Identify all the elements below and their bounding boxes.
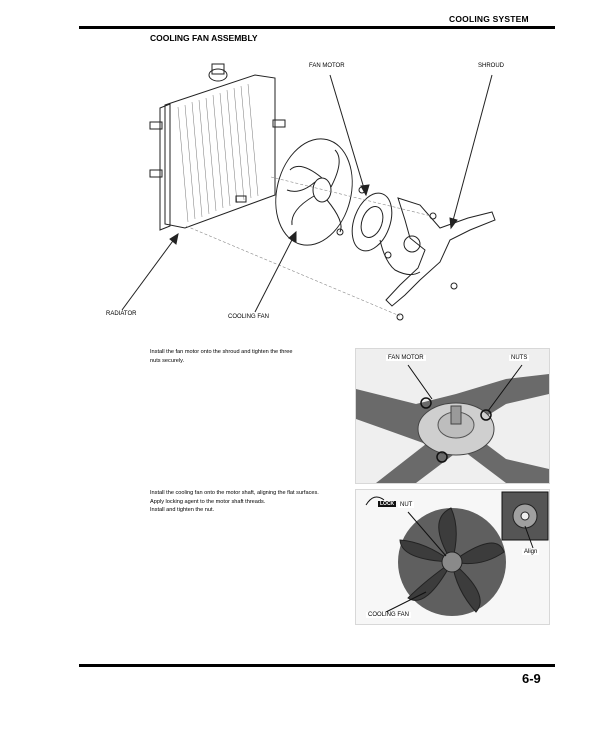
step-2-line-2: Apply locking agent to the motor shaft threads.: [150, 498, 266, 505]
step-2-nut-label: NUT: [400, 502, 413, 508]
step-2-cooling-fan-label: COOLING FAN: [368, 612, 410, 618]
step-2-instructions: [150, 489, 330, 515]
step-2-line-1: Install the cooling fan onto the motor shaft, aligning the flat surfaces.: [150, 490, 319, 496]
step-1-nuts-label: NUTS: [511, 355, 528, 361]
lock-badge: LOCK: [380, 501, 395, 507]
step-1-instruction: Install the fan motor onto the shroud and tighten the three nuts securely.: [150, 349, 293, 364]
shroud-illustration: [386, 198, 495, 320]
page-number: 6-9: [522, 671, 541, 686]
step-1-photo: [355, 348, 550, 484]
page-heading: COOLING FAN ASSEMBLY: [150, 33, 258, 43]
radiator-label: RADIATOR: [106, 311, 137, 317]
step-2-line-3: Install and tighten the nut.: [150, 507, 215, 514]
shroud-label: SHROUD: [478, 63, 505, 69]
section-title: COOLING SYSTEM: [449, 14, 529, 24]
radiator-illustration: [150, 64, 285, 230]
step-1-fan-motor-label: FAN MOTOR: [388, 355, 424, 361]
step-2-align-label: Align: [524, 549, 538, 555]
step-2-photo: [355, 489, 550, 625]
footer-rule: [79, 664, 555, 667]
cooling-fan-label: COOLING FAN: [228, 314, 270, 320]
fan-motor-label: FAN MOTOR: [309, 63, 345, 69]
cooling-fan-illustration: [265, 131, 363, 254]
